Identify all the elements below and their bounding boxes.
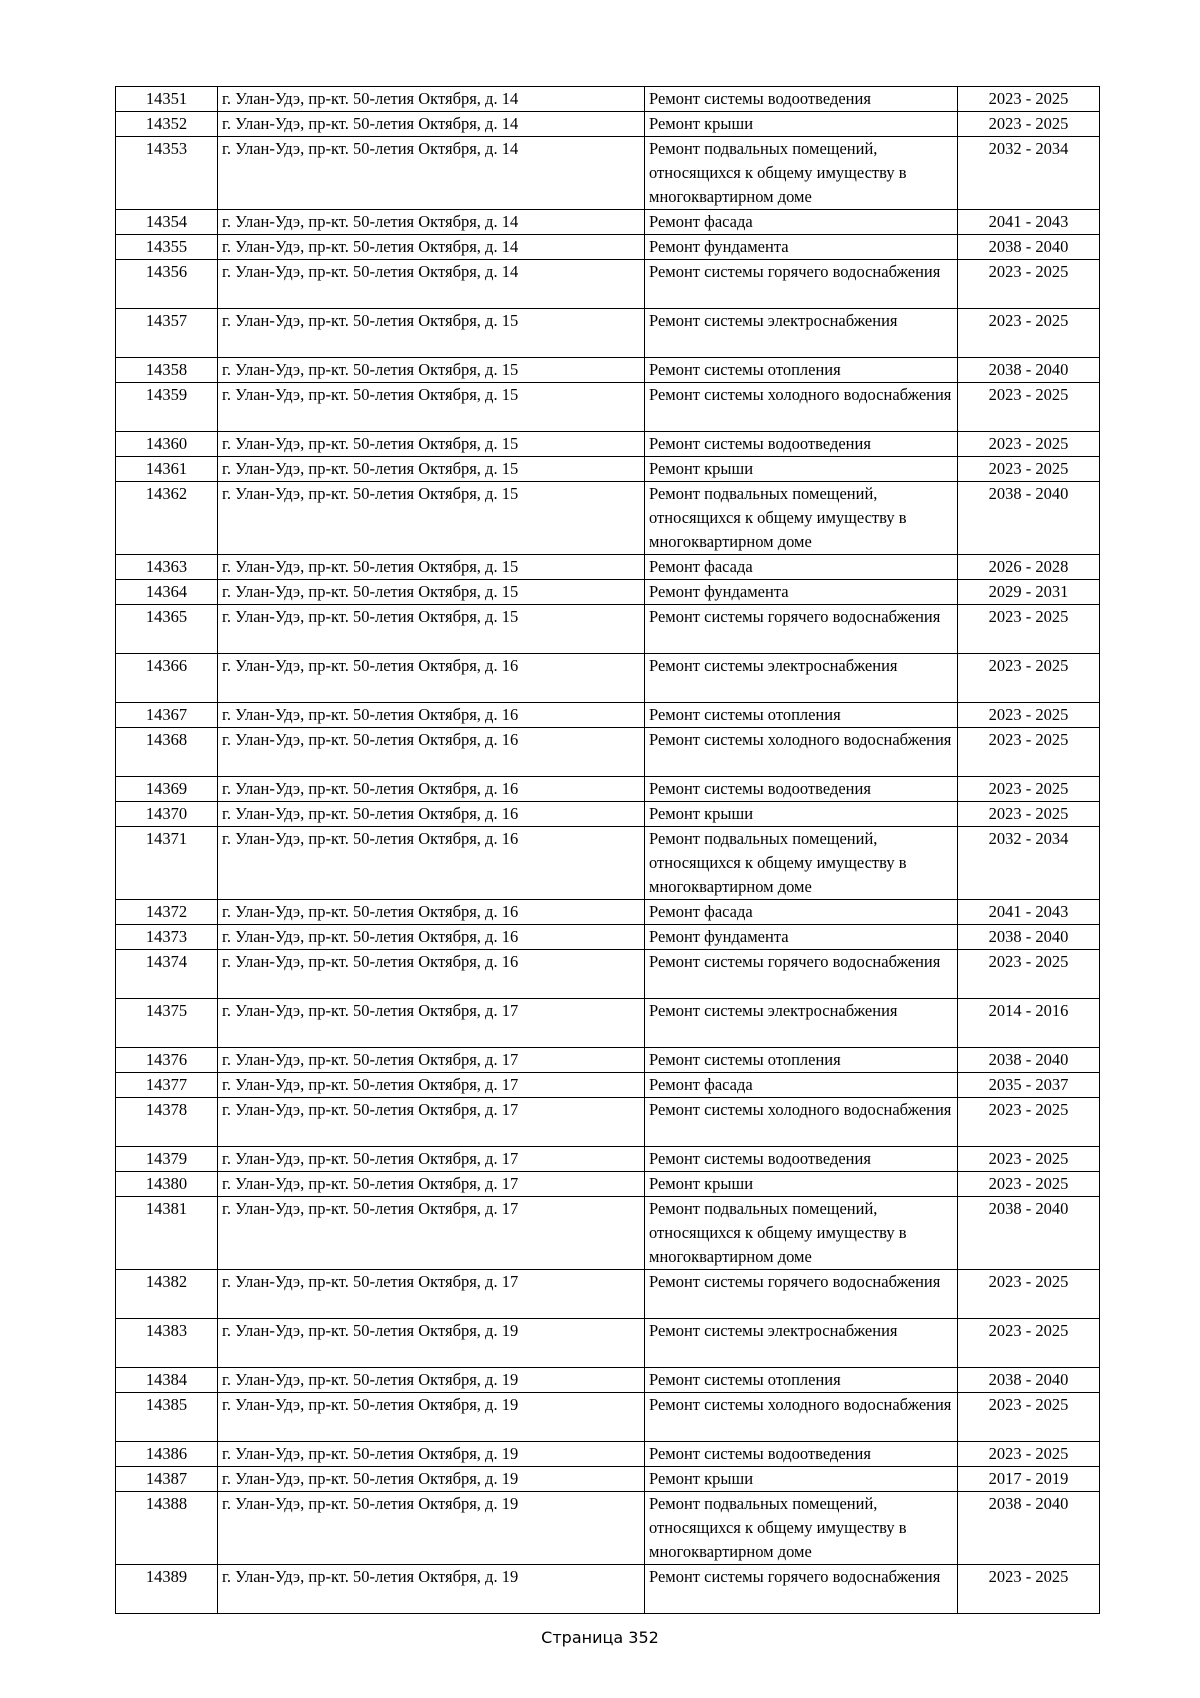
period-cell: 2041 - 2043 bbox=[958, 210, 1100, 235]
table-row bbox=[116, 87, 1100, 112]
table-row bbox=[116, 827, 1100, 900]
row-number-cell: 14371 bbox=[116, 827, 218, 900]
address-cell: г. Улан-Удэ, пр-кт. 50-летия Октября, д. 15 bbox=[218, 432, 645, 457]
table-row bbox=[116, 654, 1100, 703]
address-cell: г. Улан-Удэ, пр-кт. 50-летия Октября, д. 19 bbox=[218, 1442, 645, 1467]
row-number-cell: 14382 bbox=[116, 1270, 218, 1319]
work-type-cell: Ремонт системы отопления bbox=[645, 703, 958, 728]
period-cell: 2038 - 2040 bbox=[958, 482, 1100, 555]
work-type-cell: Ремонт крыши bbox=[645, 112, 958, 137]
work-type-cell: Ремонт фасада bbox=[645, 555, 958, 580]
address-cell: г. Улан-Удэ, пр-кт. 50-летия Октября, д. 19 bbox=[218, 1319, 645, 1368]
period-cell: 2023 - 2025 bbox=[958, 1172, 1100, 1197]
address-cell: г. Улан-Удэ, пр-кт. 50-летия Октября, д. 19 bbox=[218, 1492, 645, 1565]
row-number-cell: 14370 bbox=[116, 802, 218, 827]
work-type-cell: Ремонт фасада bbox=[645, 1073, 958, 1098]
period-cell: 2029 - 2031 bbox=[958, 580, 1100, 605]
address-cell: г. Улан-Удэ, пр-кт. 50-летия Октября, д. 14 bbox=[218, 235, 645, 260]
table-row bbox=[116, 482, 1100, 555]
period-cell: 2038 - 2040 bbox=[958, 1368, 1100, 1393]
table-row bbox=[116, 900, 1100, 925]
table-row bbox=[116, 1393, 1100, 1442]
period-cell: 2023 - 2025 bbox=[958, 432, 1100, 457]
period-cell: 2023 - 2025 bbox=[958, 950, 1100, 999]
row-number-cell: 14380 bbox=[116, 1172, 218, 1197]
row-number-cell: 14377 bbox=[116, 1073, 218, 1098]
work-type-cell: Ремонт крыши bbox=[645, 802, 958, 827]
row-number-cell: 14379 bbox=[116, 1147, 218, 1172]
work-type-cell: Ремонт системы горячего водоснабжения bbox=[645, 950, 958, 999]
table-row bbox=[116, 1147, 1100, 1172]
period-cell: 2023 - 2025 bbox=[958, 728, 1100, 777]
address-cell: г. Улан-Удэ, пр-кт. 50-летия Октября, д. 15 bbox=[218, 309, 645, 358]
row-number-cell: 14357 bbox=[116, 309, 218, 358]
work-type-cell: Ремонт системы холодного водоснабжения bbox=[645, 383, 958, 432]
period-cell: 2023 - 2025 bbox=[958, 112, 1100, 137]
table-row bbox=[116, 777, 1100, 802]
period-cell: 2026 - 2028 bbox=[958, 555, 1100, 580]
period-cell: 2023 - 2025 bbox=[958, 1147, 1100, 1172]
row-number-cell: 14387 bbox=[116, 1467, 218, 1492]
row-number-cell: 14368 bbox=[116, 728, 218, 777]
row-number-cell: 14366 bbox=[116, 654, 218, 703]
work-type-cell: Ремонт крыши bbox=[645, 1467, 958, 1492]
work-type-cell: Ремонт крыши bbox=[645, 457, 958, 482]
work-type-cell: Ремонт системы холодного водоснабжения bbox=[645, 1098, 958, 1147]
work-type-cell: Ремонт подвальных помещений, относящихся к общему имуществу в многоквартирном доме bbox=[645, 137, 958, 210]
address-cell: г. Улан-Удэ, пр-кт. 50-летия Октября, д. 16 bbox=[218, 654, 645, 703]
address-cell: г. Улан-Удэ, пр-кт. 50-летия Октября, д. 14 bbox=[218, 260, 645, 309]
period-cell: 2038 - 2040 bbox=[958, 358, 1100, 383]
period-cell: 2017 - 2019 bbox=[958, 1467, 1100, 1492]
period-cell: 2023 - 2025 bbox=[958, 1319, 1100, 1368]
period-cell: 2023 - 2025 bbox=[958, 605, 1100, 654]
address-cell: г. Улан-Удэ, пр-кт. 50-летия Октября, д. 16 bbox=[218, 777, 645, 802]
work-type-cell: Ремонт системы электроснабжения bbox=[645, 654, 958, 703]
period-cell: 2023 - 2025 bbox=[958, 260, 1100, 309]
period-cell: 2038 - 2040 bbox=[958, 1197, 1100, 1270]
period-cell: 2038 - 2040 bbox=[958, 235, 1100, 260]
table-row bbox=[116, 1368, 1100, 1393]
table-row bbox=[116, 112, 1100, 137]
table-row bbox=[116, 1565, 1100, 1614]
address-cell: г. Улан-Удэ, пр-кт. 50-летия Октября, д. 14 bbox=[218, 137, 645, 210]
work-type-cell: Ремонт системы холодного водоснабжения bbox=[645, 728, 958, 777]
table-row bbox=[116, 260, 1100, 309]
work-type-cell: Ремонт фасада bbox=[645, 210, 958, 235]
address-cell: г. Улан-Удэ, пр-кт. 50-летия Октября, д. 15 bbox=[218, 482, 645, 555]
work-type-cell: Ремонт системы горячего водоснабжения bbox=[645, 605, 958, 654]
period-cell: 2023 - 2025 bbox=[958, 1098, 1100, 1147]
period-cell: 2023 - 2025 bbox=[958, 1270, 1100, 1319]
row-number-cell: 14353 bbox=[116, 137, 218, 210]
row-number-cell: 14383 bbox=[116, 1319, 218, 1368]
address-cell: г. Улан-Удэ, пр-кт. 50-летия Октября, д. 15 bbox=[218, 383, 645, 432]
row-number-cell: 14361 bbox=[116, 457, 218, 482]
work-type-cell: Ремонт фундамента bbox=[645, 235, 958, 260]
page-footer bbox=[0, 1628, 1200, 1647]
table-row bbox=[116, 580, 1100, 605]
address-cell: г. Улан-Удэ, пр-кт. 50-летия Октября, д. 15 bbox=[218, 358, 645, 383]
address-cell: г. Улан-Удэ, пр-кт. 50-летия Октября, д. 16 bbox=[218, 827, 645, 900]
row-number-cell: 14389 bbox=[116, 1565, 218, 1614]
period-cell: 2023 - 2025 bbox=[958, 383, 1100, 432]
period-cell: 2041 - 2043 bbox=[958, 900, 1100, 925]
table-row bbox=[116, 432, 1100, 457]
period-cell: 2023 - 2025 bbox=[958, 309, 1100, 358]
address-cell: г. Улан-Удэ, пр-кт. 50-летия Октября, д. 17 bbox=[218, 1172, 645, 1197]
row-number-cell: 14384 bbox=[116, 1368, 218, 1393]
address-cell: г. Улан-Удэ, пр-кт. 50-летия Октября, д. 16 bbox=[218, 950, 645, 999]
period-cell: 2032 - 2034 bbox=[958, 827, 1100, 900]
table-row bbox=[116, 137, 1100, 210]
work-type-cell: Ремонт крыши bbox=[645, 1172, 958, 1197]
table-row bbox=[116, 555, 1100, 580]
work-type-cell: Ремонт системы отопления bbox=[645, 358, 958, 383]
table-row bbox=[116, 383, 1100, 432]
address-cell: г. Улан-Удэ, пр-кт. 50-летия Октября, д. 16 bbox=[218, 728, 645, 777]
row-number-cell: 14362 bbox=[116, 482, 218, 555]
table-row bbox=[116, 235, 1100, 260]
table-row bbox=[116, 210, 1100, 235]
row-number-cell: 14388 bbox=[116, 1492, 218, 1565]
row-number-cell: 14358 bbox=[116, 358, 218, 383]
table-body bbox=[116, 87, 1100, 1614]
row-number-cell: 14374 bbox=[116, 950, 218, 999]
row-number-cell: 14364 bbox=[116, 580, 218, 605]
address-cell: г. Улан-Удэ, пр-кт. 50-летия Октября, д. 19 bbox=[218, 1467, 645, 1492]
row-number-cell: 14386 bbox=[116, 1442, 218, 1467]
work-type-cell: Ремонт системы холодного водоснабжения bbox=[645, 1393, 958, 1442]
period-cell: 2023 - 2025 bbox=[958, 1393, 1100, 1442]
row-number-cell: 14369 bbox=[116, 777, 218, 802]
address-cell: г. Улан-Удэ, пр-кт. 50-летия Октября, д. 16 bbox=[218, 900, 645, 925]
table-row bbox=[116, 728, 1100, 777]
row-number-cell: 14372 bbox=[116, 900, 218, 925]
table-row bbox=[116, 1492, 1100, 1565]
work-type-cell: Ремонт системы водоотведения bbox=[645, 777, 958, 802]
row-number-cell: 14360 bbox=[116, 432, 218, 457]
work-type-cell: Ремонт системы водоотведения bbox=[645, 87, 958, 112]
work-type-cell: Ремонт системы водоотведения bbox=[645, 432, 958, 457]
work-type-cell: Ремонт системы горячего водоснабжения bbox=[645, 260, 958, 309]
work-type-cell: Ремонт подвальных помещений, относящихся к общему имуществу в многоквартирном доме bbox=[645, 482, 958, 555]
table-row bbox=[116, 1172, 1100, 1197]
page-number: Страница 352 bbox=[541, 1628, 659, 1647]
period-cell: 2038 - 2040 bbox=[958, 1048, 1100, 1073]
work-type-cell: Ремонт системы горячего водоснабжения bbox=[645, 1270, 958, 1319]
address-cell: г. Улан-Удэ, пр-кт. 50-летия Октября, д. 14 bbox=[218, 112, 645, 137]
address-cell: г. Улан-Удэ, пр-кт. 50-летия Октября, д. 19 bbox=[218, 1368, 645, 1393]
address-cell: г. Улан-Удэ, пр-кт. 50-летия Октября, д. 16 bbox=[218, 925, 645, 950]
row-number-cell: 14352 bbox=[116, 112, 218, 137]
period-cell: 2023 - 2025 bbox=[958, 777, 1100, 802]
row-number-cell: 14375 bbox=[116, 999, 218, 1048]
period-cell: 2023 - 2025 bbox=[958, 654, 1100, 703]
work-type-cell: Ремонт системы электроснабжения bbox=[645, 999, 958, 1048]
address-cell: г. Улан-Удэ, пр-кт. 50-летия Октября, д. 16 bbox=[218, 802, 645, 827]
table-row bbox=[116, 950, 1100, 999]
row-number-cell: 14356 bbox=[116, 260, 218, 309]
table-row bbox=[116, 1467, 1100, 1492]
table-row bbox=[116, 605, 1100, 654]
work-type-cell: Ремонт системы отопления bbox=[645, 1368, 958, 1393]
work-type-cell: Ремонт системы водоотведения bbox=[645, 1442, 958, 1467]
address-cell: г. Улан-Удэ, пр-кт. 50-летия Октября, д. 15 bbox=[218, 605, 645, 654]
period-cell: 2032 - 2034 bbox=[958, 137, 1100, 210]
table-row bbox=[116, 1442, 1100, 1467]
work-type-cell: Ремонт системы горячего водоснабжения bbox=[645, 1565, 958, 1614]
period-cell: 2023 - 2025 bbox=[958, 703, 1100, 728]
table-row bbox=[116, 925, 1100, 950]
address-cell: г. Улан-Удэ, пр-кт. 50-летия Октября, д. 17 bbox=[218, 1147, 645, 1172]
address-cell: г. Улан-Удэ, пр-кт. 50-летия Октября, д. 17 bbox=[218, 999, 645, 1048]
table-row bbox=[116, 999, 1100, 1048]
period-cell: 2023 - 2025 bbox=[958, 1565, 1100, 1614]
work-type-cell: Ремонт фасада bbox=[645, 900, 958, 925]
row-number-cell: 14363 bbox=[116, 555, 218, 580]
row-number-cell: 14381 bbox=[116, 1197, 218, 1270]
work-type-cell: Ремонт подвальных помещений, относящихся к общему имуществу в многоквартирном доме bbox=[645, 1197, 958, 1270]
table-row bbox=[116, 1270, 1100, 1319]
table-row bbox=[116, 1098, 1100, 1147]
table-row bbox=[116, 1197, 1100, 1270]
table-row bbox=[116, 1319, 1100, 1368]
period-cell: 2014 - 2016 bbox=[958, 999, 1100, 1048]
table-row bbox=[116, 457, 1100, 482]
table-row bbox=[116, 309, 1100, 358]
address-cell: г. Улан-Удэ, пр-кт. 50-летия Октября, д. 17 bbox=[218, 1098, 645, 1147]
period-cell: 2023 - 2025 bbox=[958, 457, 1100, 482]
period-cell: 2023 - 2025 bbox=[958, 1442, 1100, 1467]
address-cell: г. Улан-Удэ, пр-кт. 50-летия Октября, д. 17 bbox=[218, 1073, 645, 1098]
row-number-cell: 14376 bbox=[116, 1048, 218, 1073]
period-cell: 2038 - 2040 bbox=[958, 925, 1100, 950]
row-number-cell: 14378 bbox=[116, 1098, 218, 1147]
address-cell: г. Улан-Удэ, пр-кт. 50-летия Октября, д. 14 bbox=[218, 210, 645, 235]
row-number-cell: 14373 bbox=[116, 925, 218, 950]
row-number-cell: 14351 bbox=[116, 87, 218, 112]
repair-schedule-table bbox=[115, 86, 1100, 1614]
address-cell: г. Улан-Удэ, пр-кт. 50-летия Октября, д. 19 bbox=[218, 1393, 645, 1442]
address-cell: г. Улан-Удэ, пр-кт. 50-летия Октября, д. 16 bbox=[218, 703, 645, 728]
row-number-cell: 14354 bbox=[116, 210, 218, 235]
work-type-cell: Ремонт системы отопления bbox=[645, 1048, 958, 1073]
period-cell: 2035 - 2037 bbox=[958, 1073, 1100, 1098]
address-cell: г. Улан-Удэ, пр-кт. 50-летия Октября, д. 15 bbox=[218, 580, 645, 605]
row-number-cell: 14367 bbox=[116, 703, 218, 728]
work-type-cell: Ремонт подвальных помещений, относящихся к общему имуществу в многоквартирном доме bbox=[645, 827, 958, 900]
address-cell: г. Улан-Удэ, пр-кт. 50-летия Октября, д. 17 bbox=[218, 1270, 645, 1319]
address-cell: г. Улан-Удэ, пр-кт. 50-летия Октября, д. 17 bbox=[218, 1197, 645, 1270]
work-type-cell: Ремонт подвальных помещений, относящихся к общему имуществу в многоквартирном доме bbox=[645, 1492, 958, 1565]
table-row bbox=[116, 703, 1100, 728]
address-cell: г. Улан-Удэ, пр-кт. 50-летия Октября, д. 15 bbox=[218, 555, 645, 580]
row-number-cell: 14385 bbox=[116, 1393, 218, 1442]
period-cell: 2023 - 2025 bbox=[958, 87, 1100, 112]
address-cell: г. Улан-Удэ, пр-кт. 50-летия Октября, д. 15 bbox=[218, 457, 645, 482]
work-type-cell: Ремонт фундамента bbox=[645, 580, 958, 605]
work-type-cell: Ремонт системы электроснабжения bbox=[645, 1319, 958, 1368]
work-type-cell: Ремонт фундамента bbox=[645, 925, 958, 950]
period-cell: 2023 - 2025 bbox=[958, 802, 1100, 827]
address-cell: г. Улан-Удэ, пр-кт. 50-летия Октября, д. 19 bbox=[218, 1565, 645, 1614]
address-cell: г. Улан-Удэ, пр-кт. 50-летия Октября, д. 17 bbox=[218, 1048, 645, 1073]
period-cell: 2038 - 2040 bbox=[958, 1492, 1100, 1565]
work-type-cell: Ремонт системы водоотведения bbox=[645, 1147, 958, 1172]
row-number-cell: 14365 bbox=[116, 605, 218, 654]
table-row bbox=[116, 358, 1100, 383]
table-row bbox=[116, 1073, 1100, 1098]
table-row bbox=[116, 1048, 1100, 1073]
work-type-cell: Ремонт системы электроснабжения bbox=[645, 309, 958, 358]
address-cell: г. Улан-Удэ, пр-кт. 50-летия Октября, д. 14 bbox=[218, 87, 645, 112]
row-number-cell: 14359 bbox=[116, 383, 218, 432]
table-row bbox=[116, 802, 1100, 827]
row-number-cell: 14355 bbox=[116, 235, 218, 260]
